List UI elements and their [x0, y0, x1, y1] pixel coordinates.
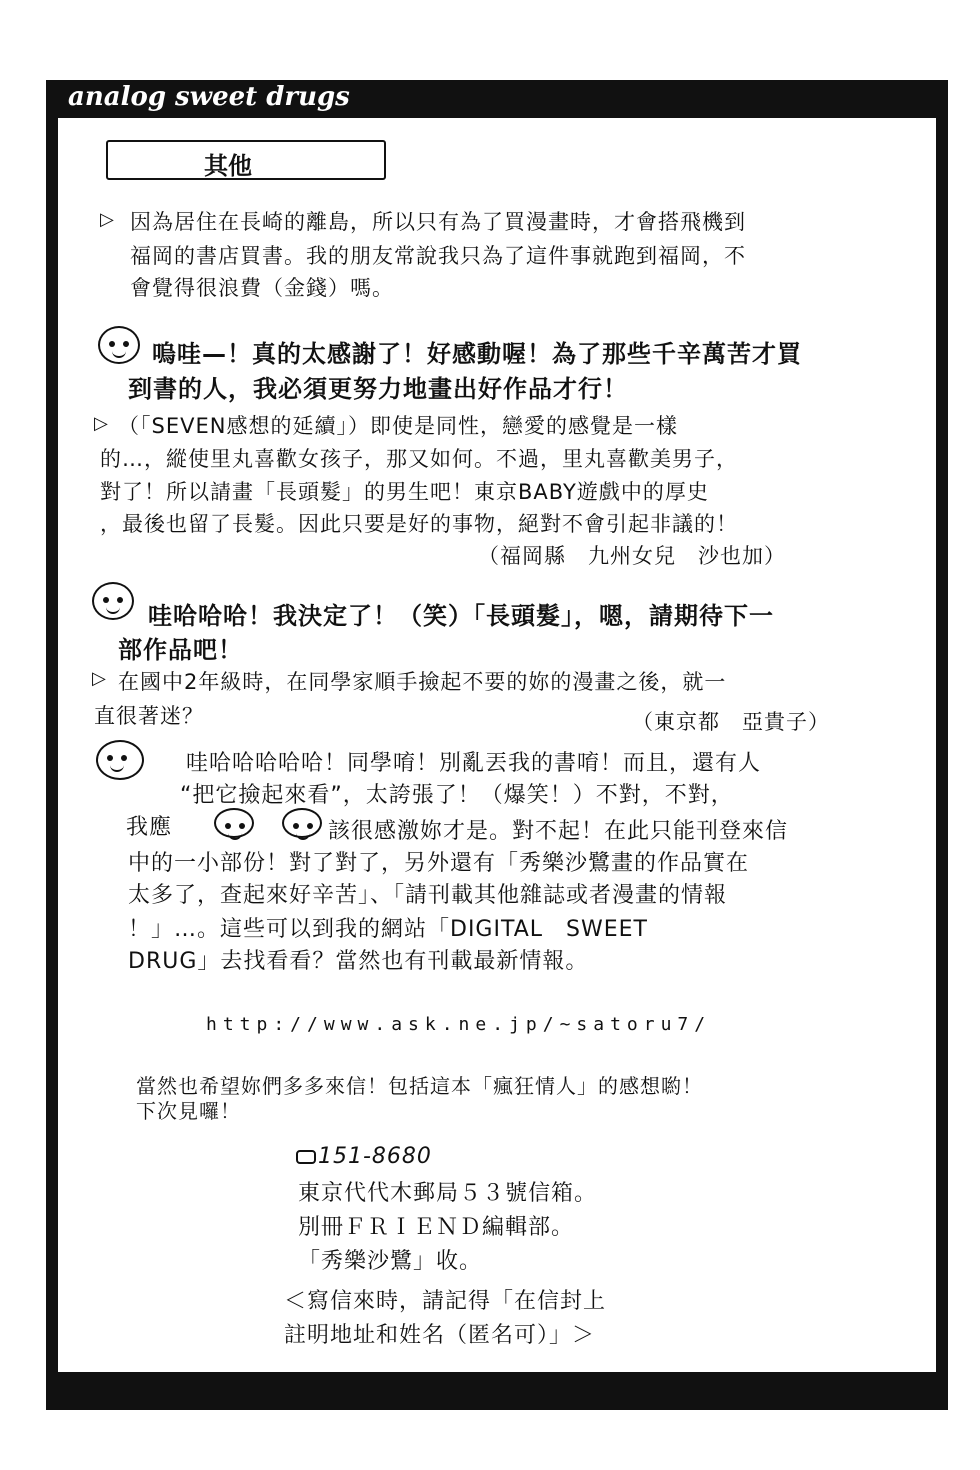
postal-code	[296, 1144, 432, 1169]
section-title: 其他	[204, 152, 252, 180]
reply1-line: 嗚哇—！真的太感謝了！好感動喔！為了那些千辛萬苦才買	[152, 340, 802, 368]
address-line: ＜寫信來時，請記得「在信封上	[284, 1289, 607, 1314]
letter2-line: ，最後也留了長髮。因此只要是好的事物，絕對不會引起非議的！	[100, 512, 738, 536]
closing-line: 下次見囉！	[136, 1099, 241, 1123]
letter3-line: 直很著迷？	[94, 704, 204, 728]
reply3-line: 太多了，查起來好辛苦」、「請刊載其他雜誌或者漫畫的情報	[128, 883, 728, 908]
small-face-icon	[282, 808, 322, 838]
letter-marker-icon: ▷	[100, 209, 114, 230]
reply3-prefix: 我應	[126, 815, 173, 840]
address-line: 東京代代木郵局５３號信箱。	[298, 1181, 598, 1206]
letter1-line: 會覺得很浪費（金錢）嗎。	[130, 276, 394, 300]
author-face-icon	[92, 582, 134, 620]
reply3-line: ！」…。這些可以到我的網站「DIGITAL SWEET	[128, 917, 648, 942]
reply3-line: 中的一小部份！對了對了，另外還有「秀樂沙鷺畫的作品實在	[128, 851, 750, 876]
reply2-line: 部作品吧！	[118, 636, 243, 664]
author-crying-face-icon	[96, 740, 144, 780]
reply3-line: “把它撿起來看”，太誇張了！（爆笑！）不對，不對，	[180, 783, 734, 808]
reply1-line: 到書的人，我必須更努力地畫出好作品才行！	[128, 375, 628, 403]
reply3-line: 該很感激妳才是。對不起！在此只能刊登來信	[328, 819, 789, 844]
letter-marker-icon: ▷	[92, 668, 106, 689]
postal-mark-icon	[296, 1150, 316, 1164]
closing-line: 當然也希望妳們多多來信！包括這本「瘋狂情人」的感想喲！	[136, 1074, 703, 1098]
reply2-line: 哇哈哈哈！我決定了！（笑）「長頭髮」，嗯，請期待下一	[148, 602, 774, 630]
address-line: 別冊ＦＲＩＥＮＤ編輯部。	[298, 1215, 575, 1240]
small-face-icon	[214, 808, 254, 838]
postal-code-number: 151-8680	[318, 1144, 432, 1169]
letter1-line: 福岡的書店買書。我的朋友常說我只為了這件事就跑到福岡，不	[130, 244, 746, 268]
author-face-icon	[98, 326, 140, 364]
letter3-line: 在國中2年級時，在同學家順手撿起不要的妳的漫畫之後，就一	[118, 670, 727, 694]
letter2-signature: （福岡縣 九州女兒 沙也加）	[478, 544, 786, 568]
section-heading-box	[106, 140, 386, 180]
reply3-line: DRUG」去找看看？當然也有刊載最新情報。	[128, 949, 589, 974]
letter-marker-icon: ▷	[94, 413, 108, 434]
address-line: 註明地址和姓名（匿名可）」＞	[284, 1323, 596, 1348]
website-url[interactable]: http://www.ask.ne.jp/~satoru7/	[206, 1014, 712, 1035]
reply3-line: 哇哈哈哈哈哈！同學唷！別亂丟我的書唷！而且，還有人	[186, 751, 762, 776]
letter2-line: （「SEVEN感想的延續」）即使是同性，戀愛的感覺是一樣	[118, 414, 678, 438]
address-line: 「秀樂沙鷺」收。	[298, 1249, 483, 1274]
letter2-line: 的…，縱使里丸喜歡女孩子，那又如何。不過，里丸喜歡美男子，	[100, 447, 738, 471]
letter2-line: 對了！所以請畫「長頭髮」的男生吧！東京BABY遊戲中的厚史	[100, 480, 709, 504]
letter1-line: 因為居住在長崎的離島，所以只有為了買漫畫時，才會搭飛機到	[130, 210, 746, 234]
letter3-signature: （東京都 亞貴子）	[632, 710, 830, 734]
header-title: analog sweet drugs	[68, 82, 350, 112]
